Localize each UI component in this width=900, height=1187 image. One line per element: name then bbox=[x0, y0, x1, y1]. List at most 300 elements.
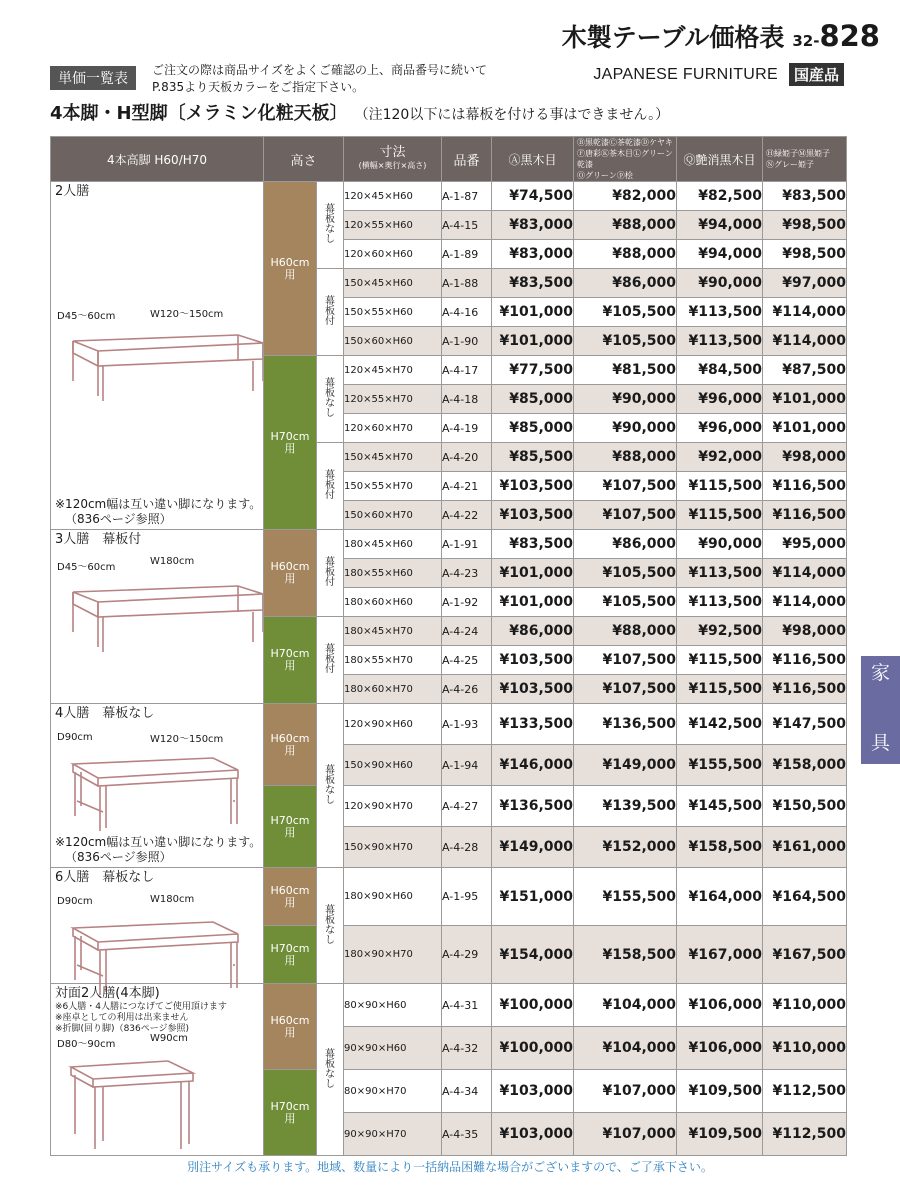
product-code-cell: A-4-21 bbox=[442, 472, 492, 501]
product-group-title: 3人膳 幕板付 bbox=[55, 532, 142, 547]
price-cell-a: ¥100,000 bbox=[492, 984, 574, 1027]
col-b-line: Ⓕ唐彩Ⓚ茶木目Ⓛグリーン乾漆 bbox=[577, 149, 673, 169]
price-cell-b: ¥107,500 bbox=[574, 472, 677, 501]
height-suffix: 用 bbox=[284, 572, 296, 585]
panel-label: 幕板なし bbox=[325, 204, 335, 245]
price-cell-c: ¥113,500 bbox=[677, 588, 763, 617]
category-badge: 単価一覧表 bbox=[50, 66, 136, 90]
price-cell-b: ¥107,500 bbox=[574, 675, 677, 704]
price-cell-d: ¥161,000 bbox=[763, 827, 847, 868]
table-diagram-line bbox=[71, 1061, 193, 1079]
size-cell: 80×90×H60 bbox=[344, 984, 442, 1027]
price-cell-b: ¥104,000 bbox=[574, 1027, 677, 1070]
table-diagram bbox=[63, 572, 263, 692]
height-label: H60cm bbox=[270, 560, 310, 573]
size-cell: 150×55×H70 bbox=[344, 472, 442, 501]
price-table bbox=[50, 136, 847, 1156]
note-line: ※120cm幅は互い違い脚になります。 bbox=[55, 497, 262, 511]
table-row bbox=[51, 530, 847, 559]
product-group-note bbox=[55, 835, 261, 865]
height-suffix: 用 bbox=[284, 1025, 296, 1039]
price-cell-c: ¥84,500 bbox=[677, 356, 763, 385]
price-cell-b: ¥105,500 bbox=[574, 588, 677, 617]
price-cell-a: ¥83,500 bbox=[492, 269, 574, 298]
product-group-cell bbox=[51, 182, 264, 530]
price-cell-b: ¥90,000 bbox=[574, 385, 677, 414]
size-cell: 90×90×H60 bbox=[344, 1027, 442, 1070]
product-code-cell: A-1-94 bbox=[442, 745, 492, 786]
width-dimension: W120～150cm bbox=[150, 309, 224, 320]
footer-note: 別注サイズも承ります。地域、数量により一括納品困難な場合がございますので、ご了承下さい。 bbox=[187, 1160, 713, 1174]
height-suffix: 用 bbox=[284, 1111, 296, 1125]
height-label: H70cm bbox=[270, 813, 310, 827]
panel-none-cell bbox=[317, 704, 344, 868]
product-code-cell: A-4-15 bbox=[442, 211, 492, 240]
price-cell-a: ¥103,000 bbox=[492, 1113, 574, 1156]
product-group-title: 2人膳 bbox=[55, 184, 90, 199]
height-label: H70cm bbox=[270, 429, 310, 443]
width-dimension: W120～150cm bbox=[150, 734, 224, 745]
width-dimension: W90cm bbox=[150, 1033, 188, 1044]
price-cell-d: ¥101,000 bbox=[763, 385, 847, 414]
table-diagram-line bbox=[73, 335, 263, 351]
product-group-title: 対面2人膳(4本脚) bbox=[55, 986, 160, 1001]
table-row bbox=[51, 182, 847, 211]
size-cell: 120×55×H60 bbox=[344, 211, 442, 240]
size-cell: 150×45×H60 bbox=[344, 269, 442, 298]
price-cell-b: ¥105,500 bbox=[574, 327, 677, 356]
price-cell-d: ¥87,500 bbox=[763, 356, 847, 385]
height-h70-cell bbox=[264, 786, 317, 868]
price-cell-d: ¥110,000 bbox=[763, 1027, 847, 1070]
size-cell: 120×55×H70 bbox=[344, 385, 442, 414]
product-group-note bbox=[55, 497, 261, 527]
price-cell-b: ¥81,500 bbox=[574, 356, 677, 385]
price-cell-c: ¥82,500 bbox=[677, 182, 763, 211]
price-cell-a: ¥74,500 bbox=[492, 182, 574, 211]
height-label: H70cm bbox=[270, 1099, 310, 1113]
depth-dimension: D90cm bbox=[57, 896, 93, 907]
table-diagram-line bbox=[77, 801, 103, 812]
price-cell-d: ¥98,000 bbox=[763, 443, 847, 472]
col-d-line: Ⓝグレー姫子 bbox=[766, 160, 814, 169]
price-cell-d: ¥101,000 bbox=[763, 414, 847, 443]
size-cell: 150×90×H70 bbox=[344, 827, 442, 868]
price-cell-b: ¥105,500 bbox=[574, 559, 677, 588]
price-cell-c: ¥106,000 bbox=[677, 984, 763, 1027]
price-cell-a: ¥133,500 bbox=[492, 704, 574, 745]
size-cell: 180×45×H60 bbox=[344, 530, 442, 559]
size-cell: 150×45×H70 bbox=[344, 443, 442, 472]
height-label: H70cm bbox=[270, 941, 310, 955]
table-row bbox=[51, 704, 847, 745]
price-cell-a: ¥151,000 bbox=[492, 868, 574, 926]
panel-none-cell bbox=[317, 182, 344, 269]
panel-label: 幕板なし bbox=[325, 764, 335, 806]
table-row bbox=[51, 984, 847, 1027]
price-cell-a: ¥85,000 bbox=[492, 385, 574, 414]
col-b-line: Ⓞグリーンⓟ桧 bbox=[577, 171, 633, 180]
price-cell-c: ¥109,500 bbox=[677, 1113, 763, 1156]
section-title bbox=[50, 99, 669, 125]
table-header-row bbox=[51, 137, 847, 182]
table-diagram-line bbox=[73, 341, 98, 366]
depth-dimension: D45～60cm bbox=[57, 562, 116, 573]
panel-label: 幕板なし bbox=[325, 378, 335, 419]
col-header-height: 高さ bbox=[264, 137, 344, 182]
price-cell-b: ¥104,000 bbox=[574, 984, 677, 1027]
product-code-cell: A-4-17 bbox=[442, 356, 492, 385]
price-cell-c: ¥92,500 bbox=[677, 617, 763, 646]
size-label: 寸法 bbox=[379, 145, 406, 160]
price-cell-d: ¥95,000 bbox=[763, 530, 847, 559]
price-cell-a: ¥146,000 bbox=[492, 745, 574, 786]
size-cell: 180×55×H60 bbox=[344, 559, 442, 588]
product-code-cell: A-4-29 bbox=[442, 926, 492, 984]
page-number-prefix: 32- bbox=[792, 32, 820, 50]
note-line: （836ページ参照） bbox=[65, 850, 172, 864]
price-cell-c: ¥113,500 bbox=[677, 327, 763, 356]
product-group-cell bbox=[51, 704, 264, 868]
size-cell: 120×60×H70 bbox=[344, 414, 442, 443]
price-cell-d: ¥114,000 bbox=[763, 298, 847, 327]
page-title bbox=[562, 18, 880, 54]
price-cell-c: ¥109,500 bbox=[677, 1070, 763, 1113]
price-cell-c: ¥115,500 bbox=[677, 472, 763, 501]
product-code-cell: A-4-35 bbox=[442, 1113, 492, 1156]
price-cell-b: ¥90,000 bbox=[574, 414, 677, 443]
size-cell: 120×60×H60 bbox=[344, 240, 442, 269]
order-notice-line: P.835より天板カラーをご指定下さい。 bbox=[152, 80, 365, 94]
price-cell-c: ¥94,000 bbox=[677, 240, 763, 269]
price-cell-c: ¥158,500 bbox=[677, 827, 763, 868]
price-cell-a: ¥85,500 bbox=[492, 443, 574, 472]
price-cell-c: ¥115,500 bbox=[677, 501, 763, 530]
price-cell-d: ¥147,500 bbox=[763, 704, 847, 745]
price-cell-d: ¥167,500 bbox=[763, 926, 847, 984]
price-cell-c: ¥94,000 bbox=[677, 211, 763, 240]
section-note: （注120以下には幕板を付ける事はできません。） bbox=[361, 107, 670, 123]
price-cell-b: ¥107,500 bbox=[574, 501, 677, 530]
product-group bbox=[55, 870, 259, 981]
product-code-cell: A-4-20 bbox=[442, 443, 492, 472]
col-b-line: Ⓑ黒乾漆Ⓒ茶乾漆Ⓓケヤキ bbox=[577, 138, 673, 147]
height-suffix: 用 bbox=[284, 441, 296, 455]
size-cell: 150×90×H60 bbox=[344, 745, 442, 786]
price-cell-c: ¥155,500 bbox=[677, 745, 763, 786]
table-diagram bbox=[63, 1049, 263, 1169]
price-cell-c: ¥167,000 bbox=[677, 926, 763, 984]
width-dimension: W180cm bbox=[150, 556, 195, 567]
height-h60-cell bbox=[264, 530, 317, 617]
price-cell-b: ¥139,500 bbox=[574, 786, 677, 827]
section-title-text: 4本脚・H型脚〔メラミン化粧天板〕 bbox=[50, 103, 348, 124]
price-cell-c: ¥90,000 bbox=[677, 530, 763, 559]
product-group bbox=[55, 184, 262, 527]
height-suffix: 用 bbox=[284, 825, 296, 839]
size-cell: 180×90×H70 bbox=[344, 926, 442, 984]
product-code-cell: A-4-28 bbox=[442, 827, 492, 868]
height-h60-cell bbox=[264, 704, 317, 786]
price-cell-b: ¥88,000 bbox=[574, 443, 677, 472]
depth-dimension: D80～90cm bbox=[57, 1039, 116, 1050]
price-cell-c: ¥106,000 bbox=[677, 1027, 763, 1070]
brand-label: JAPANESE FURNITURE bbox=[593, 66, 778, 83]
height-label: H60cm bbox=[270, 883, 310, 897]
table-diagram-line bbox=[73, 592, 98, 617]
size-cell: 150×60×H70 bbox=[344, 501, 442, 530]
table-diagram-line bbox=[73, 922, 238, 942]
price-cell-d: ¥158,000 bbox=[763, 745, 847, 786]
product-group-subnote: ※6人膳・4人膳につなげてご使用頂けます bbox=[55, 1002, 227, 1012]
price-cell-a: ¥136,500 bbox=[492, 786, 574, 827]
price-cell-b: ¥105,500 bbox=[574, 298, 677, 327]
height-suffix: 用 bbox=[284, 743, 296, 757]
price-cell-c: ¥145,500 bbox=[677, 786, 763, 827]
size-cell: 120×90×H70 bbox=[344, 786, 442, 827]
product-group bbox=[55, 706, 262, 865]
height-h70-cell bbox=[264, 617, 317, 704]
price-cell-c: ¥92,000 bbox=[677, 443, 763, 472]
table-row bbox=[51, 868, 847, 926]
size-cell: 150×60×H60 bbox=[344, 327, 442, 356]
product-code-cell: A-1-92 bbox=[442, 588, 492, 617]
category-side-tab[interactable] bbox=[861, 656, 900, 764]
side-tab-char: 具 bbox=[870, 732, 890, 754]
height-h70-cell bbox=[264, 356, 317, 530]
product-code-cell: A-4-19 bbox=[442, 414, 492, 443]
height-suffix: 用 bbox=[284, 895, 296, 909]
panel-none-cell bbox=[317, 356, 344, 443]
price-cell-b: ¥107,000 bbox=[574, 1070, 677, 1113]
price-cell-c: ¥115,500 bbox=[677, 646, 763, 675]
panel-label: 幕板付 bbox=[325, 557, 335, 588]
price-cell-d: ¥116,500 bbox=[763, 646, 847, 675]
col-header-c: Ⓠ艶消黒木目 bbox=[677, 137, 763, 182]
price-cell-b: ¥88,000 bbox=[574, 240, 677, 269]
panel-with-cell bbox=[317, 443, 344, 530]
price-cell-b: ¥88,000 bbox=[574, 211, 677, 240]
price-cell-d: ¥164,500 bbox=[763, 868, 847, 926]
price-cell-b: ¥158,500 bbox=[574, 926, 677, 984]
price-cell-a: ¥101,000 bbox=[492, 298, 574, 327]
product-code-cell: A-1-91 bbox=[442, 530, 492, 559]
product-code-cell: A-4-34 bbox=[442, 1070, 492, 1113]
price-cell-b: ¥136,500 bbox=[574, 704, 677, 745]
product-code-cell: A-4-16 bbox=[442, 298, 492, 327]
price-cell-a: ¥85,000 bbox=[492, 414, 574, 443]
panel-none-cell bbox=[317, 868, 344, 984]
table-diagram-wrap bbox=[55, 556, 259, 686]
price-cell-a: ¥83,000 bbox=[492, 240, 574, 269]
price-cell-b: ¥152,000 bbox=[574, 827, 677, 868]
size-cell: 120×45×H70 bbox=[344, 356, 442, 385]
product-code-cell: A-4-32 bbox=[442, 1027, 492, 1070]
height-label: H60cm bbox=[270, 1013, 310, 1027]
page-number: 828 bbox=[819, 19, 880, 53]
price-cell-a: ¥103,500 bbox=[492, 675, 574, 704]
col-header-code: 品番 bbox=[442, 137, 492, 182]
table-diagram-wrap bbox=[55, 309, 259, 435]
price-cell-b: ¥86,000 bbox=[574, 269, 677, 298]
price-cell-c: ¥115,500 bbox=[677, 675, 763, 704]
price-cell-a: ¥83,500 bbox=[492, 530, 574, 559]
table-diagram-line bbox=[98, 770, 238, 786]
price-cell-d: ¥98,000 bbox=[763, 617, 847, 646]
price-cell-d: ¥112,500 bbox=[763, 1113, 847, 1156]
note-line: ※120cm幅は互い違い脚になります。 bbox=[55, 835, 262, 849]
panel-with-cell bbox=[317, 530, 344, 617]
table-diagram-line bbox=[93, 1073, 193, 1087]
price-cell-c: ¥113,500 bbox=[677, 559, 763, 588]
catalog-title: 木製テーブル価格表 bbox=[561, 23, 785, 52]
size-sub-label: (横幅×奥行×高さ) bbox=[358, 161, 427, 170]
price-cell-a: ¥83,000 bbox=[492, 211, 574, 240]
price-cell-d: ¥110,000 bbox=[763, 984, 847, 1027]
product-code-cell: A-4-23 bbox=[442, 559, 492, 588]
width-dimension: W180cm bbox=[150, 894, 195, 905]
product-code-cell: A-4-22 bbox=[442, 501, 492, 530]
price-cell-d: ¥98,500 bbox=[763, 211, 847, 240]
size-cell: 120×45×H60 bbox=[344, 182, 442, 211]
price-cell-d: ¥97,000 bbox=[763, 269, 847, 298]
product-group bbox=[55, 532, 259, 701]
price-cell-d: ¥114,000 bbox=[763, 588, 847, 617]
price-cell-b: ¥86,000 bbox=[574, 530, 677, 559]
col-header-d bbox=[763, 137, 847, 182]
price-cell-d: ¥116,500 bbox=[763, 675, 847, 704]
price-cell-d: ¥150,500 bbox=[763, 786, 847, 827]
product-code-cell: A-4-26 bbox=[442, 675, 492, 704]
price-cell-b: ¥107,000 bbox=[574, 1113, 677, 1156]
price-cell-b: ¥107,500 bbox=[574, 646, 677, 675]
size-cell: 180×90×H60 bbox=[344, 868, 442, 926]
price-cell-a: ¥103,500 bbox=[492, 472, 574, 501]
price-cell-a: ¥103,000 bbox=[492, 1070, 574, 1113]
depth-dimension: D90cm bbox=[57, 732, 93, 743]
price-cell-d: ¥112,500 bbox=[763, 1070, 847, 1113]
product-code-cell: A-4-24 bbox=[442, 617, 492, 646]
order-notice bbox=[152, 62, 512, 96]
price-cell-d: ¥114,000 bbox=[763, 559, 847, 588]
height-label: H70cm bbox=[270, 647, 310, 660]
product-code-cell: A-1-95 bbox=[442, 868, 492, 926]
col-header-leg: 4本高脚 H60/H70 bbox=[51, 137, 264, 182]
product-code-cell: A-1-93 bbox=[442, 704, 492, 745]
height-h60-cell bbox=[264, 868, 317, 926]
product-group-subnote: ※座卓としての利用は出来ません bbox=[55, 1013, 189, 1023]
height-h60-cell bbox=[264, 182, 317, 356]
table-diagram-wrap bbox=[55, 1033, 259, 1163]
height-suffix: 用 bbox=[284, 267, 296, 281]
col-header-b bbox=[574, 137, 677, 182]
size-cell: 180×45×H70 bbox=[344, 617, 442, 646]
size-cell: 120×90×H60 bbox=[344, 704, 442, 745]
product-code-cell: A-1-87 bbox=[442, 182, 492, 211]
height-suffix: 用 bbox=[284, 953, 296, 967]
table-diagram-line bbox=[73, 758, 238, 778]
panel-label: 幕板なし bbox=[325, 1048, 335, 1090]
height-suffix: 用 bbox=[284, 659, 296, 672]
order-notice-line: ご注文の際は商品サイズをよくご確認の上、商品番号に続いて bbox=[152, 63, 488, 77]
price-cell-a: ¥77,500 bbox=[492, 356, 574, 385]
price-cell-c: ¥113,500 bbox=[677, 298, 763, 327]
price-cell-d: ¥114,000 bbox=[763, 327, 847, 356]
product-code-cell: A-4-25 bbox=[442, 646, 492, 675]
price-cell-a: ¥103,500 bbox=[492, 501, 574, 530]
size-cell: 80×90×H70 bbox=[344, 1070, 442, 1113]
table-diagram-line bbox=[98, 934, 238, 950]
size-cell: 180×60×H70 bbox=[344, 675, 442, 704]
size-cell: 150×55×H60 bbox=[344, 298, 442, 327]
price-cell-b: ¥88,000 bbox=[574, 617, 677, 646]
product-group-title: 4人膳 幕板なし bbox=[55, 706, 155, 721]
height-h60-cell bbox=[264, 984, 317, 1070]
price-cell-a: ¥101,000 bbox=[492, 327, 574, 356]
product-group-title: 6人膳 幕板なし bbox=[55, 870, 155, 885]
price-cell-a: ¥103,500 bbox=[492, 646, 574, 675]
price-cell-c: ¥142,500 bbox=[677, 704, 763, 745]
price-cell-a: ¥86,000 bbox=[492, 617, 574, 646]
table-diagram bbox=[63, 321, 263, 441]
panel-label: 幕板付 bbox=[325, 296, 335, 327]
product-group bbox=[55, 986, 259, 1153]
price-cell-d: ¥98,500 bbox=[763, 240, 847, 269]
made-in-japan-badge: 国産品 bbox=[789, 63, 844, 86]
height-label: H60cm bbox=[270, 255, 310, 269]
product-code-cell: A-1-89 bbox=[442, 240, 492, 269]
price-cell-c: ¥96,000 bbox=[677, 414, 763, 443]
price-cell-b: ¥155,500 bbox=[574, 868, 677, 926]
price-cell-b: ¥149,000 bbox=[574, 745, 677, 786]
table-diagram-line bbox=[73, 586, 263, 602]
product-code-cell: A-4-31 bbox=[442, 984, 492, 1027]
price-cell-a: ¥100,000 bbox=[492, 1027, 574, 1070]
col-header-size bbox=[344, 137, 442, 182]
product-code-cell: A-1-90 bbox=[442, 327, 492, 356]
note-line: （836ページ参照） bbox=[65, 512, 172, 526]
size-cell: 90×90×H70 bbox=[344, 1113, 442, 1156]
price-cell-d: ¥116,500 bbox=[763, 501, 847, 530]
depth-dimension: D45～60cm bbox=[57, 311, 116, 322]
price-cell-a: ¥149,000 bbox=[492, 827, 574, 868]
product-group-cell bbox=[51, 984, 264, 1156]
price-cell-d: ¥83,500 bbox=[763, 182, 847, 211]
price-cell-b: ¥82,000 bbox=[574, 182, 677, 211]
product-code-cell: A-1-88 bbox=[442, 269, 492, 298]
product-code-cell: A-4-18 bbox=[442, 385, 492, 414]
product-group-cell bbox=[51, 868, 264, 984]
panel-label: 幕板付 bbox=[325, 644, 335, 675]
col-d-line: Ⓗ緑姫子Ⓜ黒姫子 bbox=[766, 149, 830, 158]
price-cell-c: ¥164,000 bbox=[677, 868, 763, 926]
height-h70-cell bbox=[264, 1070, 317, 1156]
product-code-cell: A-4-27 bbox=[442, 786, 492, 827]
panel-with-cell bbox=[317, 617, 344, 704]
table-diagram-line bbox=[77, 965, 103, 976]
price-cell-a: ¥101,000 bbox=[492, 559, 574, 588]
side-tab-char: 家 bbox=[870, 662, 890, 684]
price-cell-d: ¥116,500 bbox=[763, 472, 847, 501]
panel-label: 幕板付 bbox=[325, 470, 335, 501]
price-cell-a: ¥154,000 bbox=[492, 926, 574, 984]
size-cell: 180×60×H60 bbox=[344, 588, 442, 617]
height-label: H60cm bbox=[270, 731, 310, 745]
price-cell-c: ¥96,000 bbox=[677, 385, 763, 414]
price-cell-c: ¥90,000 bbox=[677, 269, 763, 298]
price-cell-a: ¥101,000 bbox=[492, 588, 574, 617]
size-cell: 180×55×H70 bbox=[344, 646, 442, 675]
